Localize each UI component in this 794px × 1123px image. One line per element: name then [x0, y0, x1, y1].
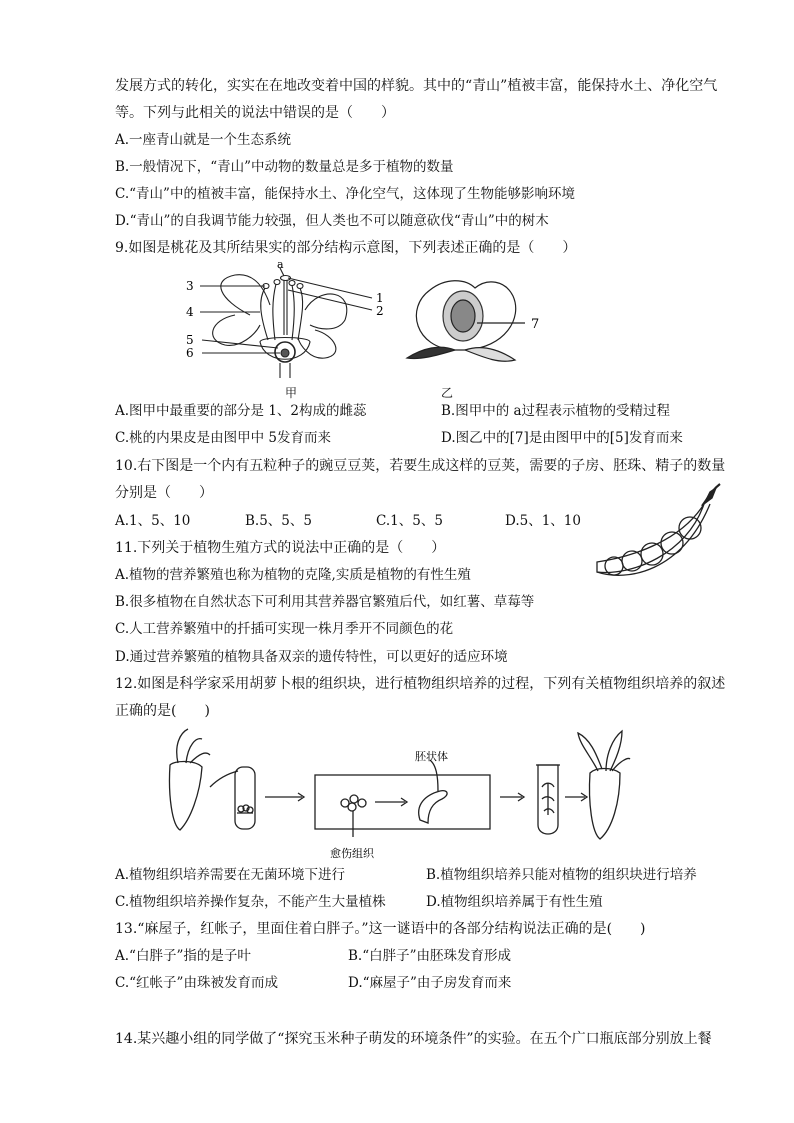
- q9-stem: 9.如图是桃花及其所结果实的部分结构示意图，下列表述正确的是（ ）: [115, 240, 577, 256]
- q10-option-c: C.1、5、5: [376, 513, 443, 529]
- tissue-culture-diagram: [160, 725, 630, 860]
- peach-flower-diagram: [180, 260, 390, 380]
- q14-stem: 14.某兴趣小组的同学做了“探究玉米种子萌发的环境条件”的实验。在五个广口瓶底部分别放上餐: [115, 1031, 712, 1047]
- flower-label-3: 3: [186, 279, 194, 293]
- q12-stem-line-1: 12.如图是科学家采用胡萝卜根的组织块，进行植物组织培养的过程，下列有关植物组织培养的叙述: [115, 676, 726, 692]
- label-embryoid: 胚状体: [415, 750, 448, 763]
- q8-option-b: B.一般情况下，“青山”中动物的数量总是多于植物的数量: [115, 159, 454, 175]
- intro-line-2: 等。下列与此相关的说法中错误的是（ ）: [115, 105, 395, 121]
- flower-label-4: 4: [186, 305, 194, 319]
- figure-label-yi: 乙: [441, 386, 454, 400]
- q12-option-a: A.植物组织培养需要在无菌环境下进行: [115, 867, 346, 883]
- q13-option-a: A.“白胖子”指的是子叶: [115, 948, 251, 964]
- q9-option-d: D.图乙中的[7]是由图甲中的[5]发育而来: [441, 430, 683, 446]
- flower-label-2: 2: [376, 304, 384, 318]
- flower-label-1: 1: [376, 291, 384, 305]
- q10-stem-line-1: 10.右下图是一个内有五粒种子的豌豆豆荚，若要生成这样的豆荚，需要的子房、胚珠、精子的数量: [115, 458, 726, 474]
- q9-option-a: A.图甲中最重要的部分是 1、2构成的雌蕊: [115, 403, 367, 419]
- intro-line-1: 发展方式的转化，实实在在地改变着中国的样貌。其中的“青山”植被丰富，能保持水土、净化空气: [115, 78, 718, 94]
- q8-option-c: C.“青山”中的植被丰富，能保持水土、净化空气，这体现了生物能够影响环境: [115, 186, 575, 202]
- q13-option-c: C.“红帐子”由珠被发育而成: [115, 975, 278, 991]
- q11-stem: 11.下列关于植物生殖方式的说法中正确的是（ ）: [115, 540, 446, 556]
- q11-option-d: D.通过营养繁殖的植物具备双亲的遗传特性，可以更好的适应环境: [115, 649, 508, 665]
- q11-option-a: A.植物的营养繁殖也称为植物的克隆,实质是植物的有性生殖: [115, 567, 471, 583]
- q10-option-d: D.5、1、10: [505, 513, 581, 529]
- flower-label-6: 6: [186, 346, 194, 360]
- pea-pod-illustration: [592, 484, 722, 584]
- q12-option-b: B.植物组织培养只能对植物的组织块进行培养: [426, 867, 697, 883]
- figure-label-jia: 甲: [285, 386, 298, 400]
- q8-option-a: A.一座青山就是一个生态系统: [115, 132, 292, 148]
- q13-option-b: B.“白胖子”由胚珠发育形成: [348, 948, 512, 964]
- label-callus: 愈伤组织: [330, 847, 374, 860]
- flower-label-a: a: [277, 258, 284, 271]
- q12-option-d: D.植物组织培养属于有性生殖: [426, 894, 603, 910]
- flower-label-5: 5: [186, 333, 194, 347]
- q9-option-b: B.图甲中的 a过程表示植物的受精过程: [441, 403, 671, 419]
- q10-stem-line-2: 分别是（ ）: [115, 485, 213, 501]
- q12-option-c: C.植物组织培养操作复杂，不能产生大量植株: [115, 894, 386, 910]
- q9-option-c: C.桃的内果皮是由图甲中 5发育而来: [115, 430, 332, 446]
- q8-option-d: D.“青山”的自我调节能力较强，但人类也不可以随意砍伐“青山”中的树木: [115, 213, 549, 229]
- fruit-label-7: 7: [531, 317, 540, 332]
- q13-stem: 13.“麻屋子，红帐子，里面住着白胖子。”这一谜语中的各部分结构说法正确的是( ): [115, 921, 646, 937]
- q10-option-a: A.1、5、10: [115, 513, 191, 529]
- q11-option-c: C.人工营养繁殖中的扦插可实现一株月季开不同颜色的花: [115, 621, 454, 637]
- peach-fruit-diagram: [405, 278, 555, 368]
- q10-option-b: B.5、5、5: [245, 513, 312, 529]
- q11-option-b: B.很多植物在自然状态下可利用其营养器官繁殖后代，如红薯、草莓等: [115, 594, 535, 610]
- q13-option-d: D.“麻屋子”由子房发育而来: [348, 975, 512, 991]
- q12-stem-line-2: 正确的是( ): [115, 703, 210, 719]
